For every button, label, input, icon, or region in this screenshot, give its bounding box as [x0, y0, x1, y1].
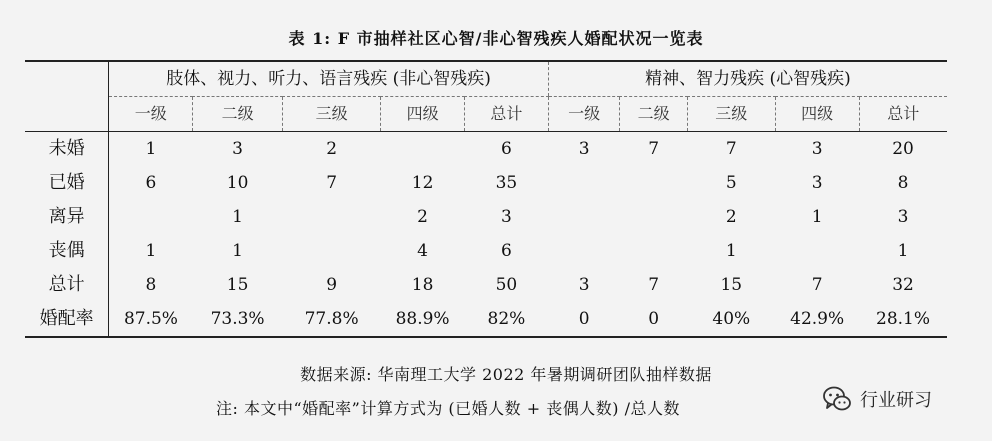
table-cell: 7 — [725, 139, 737, 159]
table-cell: 5 — [725, 173, 737, 193]
row-label: 总计 — [25, 268, 109, 302]
table-row — [25, 166, 947, 200]
table-cell: 50 — [495, 275, 518, 295]
group-left-header: 肢体、视力、听力、语言残疾 (非心智残疾) — [109, 61, 549, 97]
table-cell: 10 — [226, 173, 249, 193]
table-cell: 20 — [892, 139, 914, 159]
table-cell: 1 — [725, 241, 737, 261]
row-label: 未婚 — [25, 132, 109, 167]
table-cell — [620, 234, 687, 268]
level-header: 三级 — [687, 97, 775, 132]
level-header: 二级 — [193, 97, 283, 132]
table-cell: 1 — [145, 139, 157, 159]
table-cell — [548, 166, 620, 200]
level-header: 四级 — [381, 97, 465, 132]
table-row — [25, 132, 947, 167]
table-cell: 3 — [232, 139, 243, 159]
row-label: 已婚 — [25, 166, 109, 200]
table-title: 表 1: F 市抽样社区心智/非心智残疾人婚配状况一览表 — [288, 29, 704, 48]
table-cell: 32 — [892, 275, 914, 295]
watermark — [822, 381, 972, 417]
table-cell: 3 — [811, 139, 823, 159]
table-cell: 2 — [725, 207, 737, 227]
level-header: 一级 — [548, 97, 620, 132]
table-cell — [381, 132, 465, 167]
row-label: 离异 — [25, 200, 109, 234]
corner-cell — [25, 61, 109, 132]
level-header: 总计 — [859, 97, 947, 132]
table-cell: 42.9% — [775, 302, 859, 337]
table-row — [25, 234, 947, 268]
table-cell: 6 — [501, 139, 512, 159]
table-cell: 87.5% — [109, 302, 193, 337]
table-cell: 40% — [687, 302, 775, 337]
level-header: 四级 — [775, 97, 859, 132]
table-cell: 6 — [145, 173, 157, 193]
table-cell: 2 — [326, 139, 338, 159]
table-cell — [775, 234, 859, 268]
table-cell: 3 — [897, 207, 909, 227]
table-cell: 0 — [548, 302, 620, 337]
level-header: 总计 — [464, 97, 548, 132]
table-cell: 3 — [811, 173, 823, 193]
wechat-icon — [822, 384, 852, 414]
table-cell: 15 — [720, 275, 743, 295]
table-cell — [283, 200, 381, 234]
table-cell: 4 — [417, 241, 428, 261]
level-header: 三级 — [283, 97, 381, 132]
table-cell: 6 — [501, 241, 512, 261]
table-cell: 1 — [897, 241, 909, 261]
table-cell — [548, 234, 620, 268]
level-header: 二级 — [620, 97, 687, 132]
level-header: 一级 — [109, 97, 193, 132]
table-cell: 88.9% — [381, 302, 465, 337]
data-source-note: 数据来源: 华南理工大学 2022 年暑期调研团队抽样数据 — [300, 365, 712, 384]
table-cell: 0 — [620, 302, 687, 337]
table-cell: 15 — [226, 275, 249, 295]
table-cell: 1 — [232, 207, 243, 227]
table-cell: 77.8% — [283, 302, 381, 337]
table-cell — [620, 166, 687, 200]
table-cell: 7 — [648, 275, 660, 295]
table-cell: 9 — [326, 275, 338, 295]
table-cell: 3 — [578, 139, 590, 159]
watermark-text: 行业研习 — [860, 390, 932, 411]
table-cell: 8 — [145, 275, 157, 295]
table-cell: 7 — [648, 139, 660, 159]
group-header-row — [25, 61, 947, 97]
table-row — [25, 302, 947, 337]
table-row — [25, 268, 947, 302]
marriage-status-table — [25, 60, 947, 338]
table-cell: 8 — [897, 173, 909, 193]
table-cell: 28.1% — [859, 302, 947, 337]
table-cell: 1 — [811, 207, 823, 227]
level-header-row — [25, 97, 947, 132]
table-cell: 1 — [232, 241, 243, 261]
table-cell: 18 — [411, 275, 434, 295]
table-cell — [109, 200, 193, 234]
table-cell: 3 — [501, 207, 512, 227]
row-label: 婚配率 — [25, 302, 109, 337]
table-cell: 1 — [145, 241, 157, 261]
table-cell: 12 — [411, 173, 434, 193]
table-cell: 3 — [578, 275, 590, 295]
table-cell — [548, 200, 620, 234]
group-right-header: 精神、智力残疾 (心智残疾) — [548, 61, 947, 97]
table-cell: 35 — [495, 173, 518, 193]
table-cell: 7 — [326, 173, 338, 193]
table-cell: 7 — [811, 275, 823, 295]
table-row — [25, 200, 947, 234]
row-label: 丧偶 — [25, 234, 109, 268]
table-cell: 82% — [464, 302, 548, 337]
footnote: 注: 本文中“婚配率”计算方式为 (已婚人数 + 丧偶人数) /总人数 — [216, 399, 680, 418]
table-cell: 73.3% — [193, 302, 283, 337]
table-cell: 2 — [417, 207, 428, 227]
table-cell — [620, 200, 687, 234]
table-cell — [283, 234, 381, 268]
